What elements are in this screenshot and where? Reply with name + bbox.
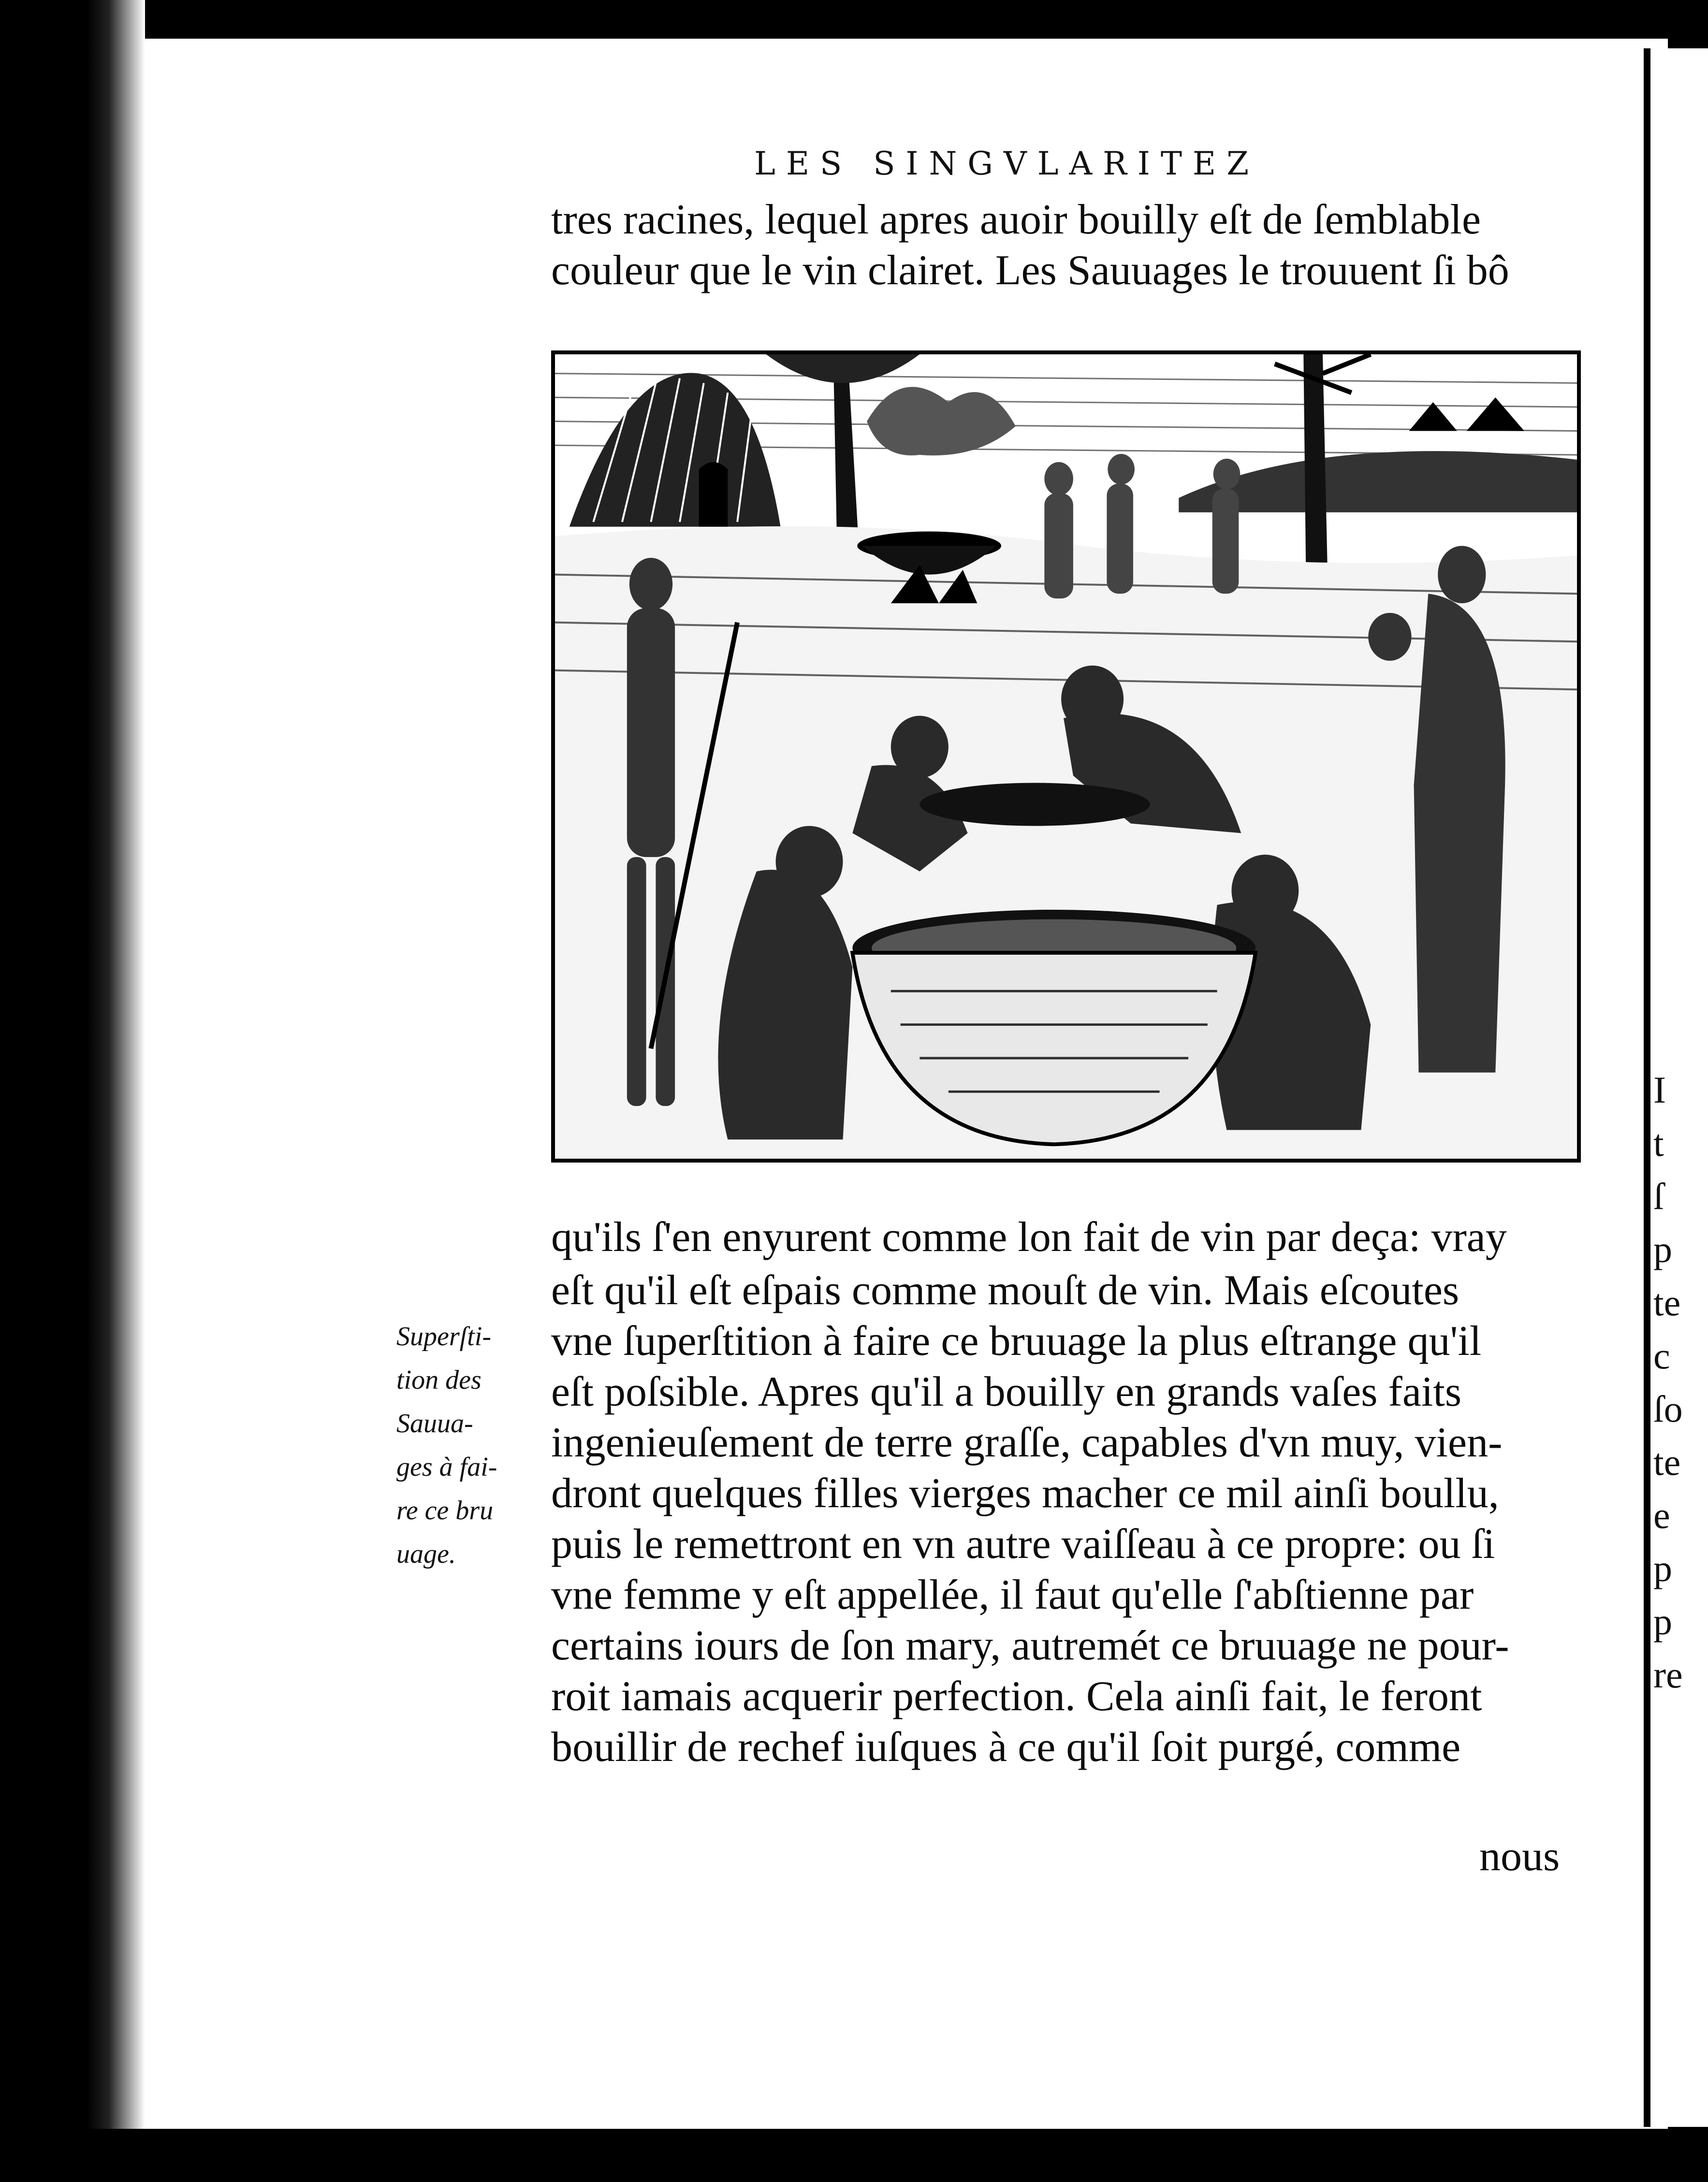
text-line: eſt qu'il eſt eſpais comme mouſt de vin. Mais eſcoutes bbox=[551, 1267, 1460, 1314]
marginal-note-line: ges à fai- bbox=[396, 1452, 497, 1482]
running-head: LES SINGVLARITEZ bbox=[754, 145, 1259, 182]
text-line: certains iours de ſon mary, autremét ce bruuage ne pour- bbox=[551, 1622, 1509, 1669]
facing-page-text: I t ſ p te c ſo te e p p re bbox=[1653, 1069, 1683, 1696]
book-binding-shadow bbox=[0, 0, 145, 2182]
woodcut-illustration bbox=[551, 350, 1581, 1163]
marginal-note-line: Superſti- bbox=[396, 1322, 491, 1352]
marginal-note-line: Sauua- bbox=[396, 1409, 473, 1439]
marginal-note bbox=[396, 1315, 537, 1576]
text-line: roit iamais acquerir perfection. Cela ainſi fait, le feront bbox=[551, 1673, 1482, 1720]
text-line: tres racines, lequel apres auoir bouilly eſt de ſemblable bbox=[551, 196, 1481, 243]
marginal-note-line: tion des bbox=[396, 1365, 482, 1395]
text-line: puis le remettront en vn autre vaiſſeau à ce propre: ou ſi bbox=[551, 1521, 1495, 1568]
scan-border bbox=[0, 2129, 1708, 2182]
text-line: couleur que le vin clairet. Les Sauuages le trouuent ſi bô bbox=[551, 247, 1509, 294]
marginal-note-line: re ce bru bbox=[396, 1496, 494, 1526]
text-line: vne ſuperſtition à faire ce bruuage la plus eſtrange qu'il bbox=[551, 1318, 1482, 1365]
text-line: ingenieuſement de terre graſſe, capables d'vn muy, vien- bbox=[551, 1419, 1503, 1466]
marginal-note-line: uage. bbox=[396, 1539, 456, 1569]
text-line: bouillir de rechef iuſques à ce qu'il ſoit purgé, comme bbox=[551, 1724, 1461, 1771]
text-line: vne femme y eſt appellée, il faut qu'elle ſ'abſtienne par bbox=[551, 1571, 1474, 1618]
text-line: dront quelques filles vierges macher ce mil ainſi boullu, bbox=[551, 1470, 1499, 1517]
text-line: qu'ils ſ'en enyurent comme lon fait de vin par deça: vray bbox=[551, 1214, 1507, 1261]
text-line: eſt poſsible. Apres qu'il a bouilly en grands vaſes faits bbox=[551, 1368, 1462, 1415]
catchword: nous bbox=[1479, 1833, 1560, 1880]
